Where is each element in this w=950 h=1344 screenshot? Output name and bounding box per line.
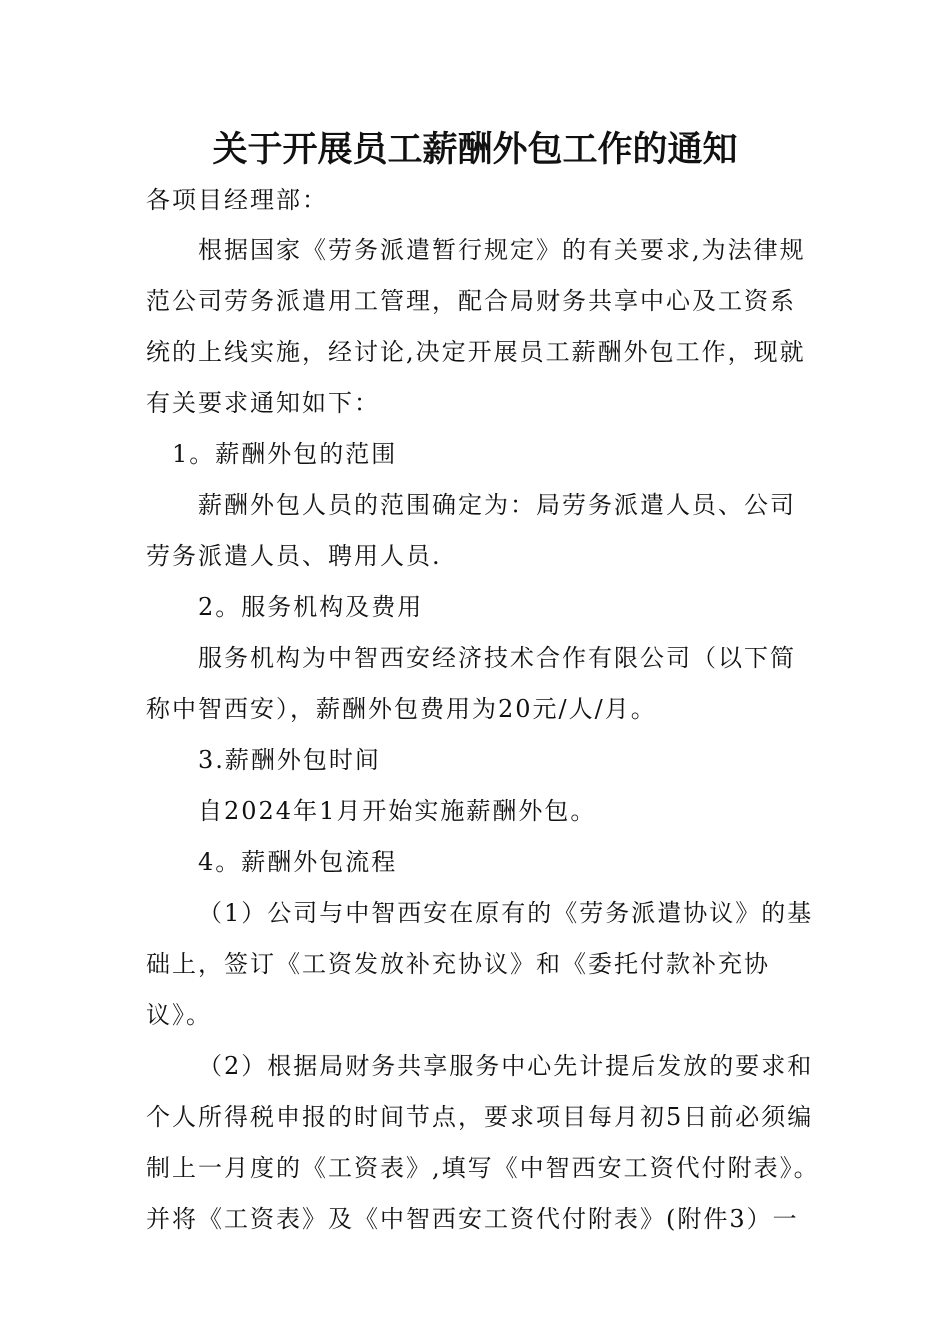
paragraph-line: 议》。 [146,1001,212,1029]
paragraph-line: 劳务派遣人员、聘用人员. [146,542,442,570]
paragraph-line: 称中智西安），薪酬外包费用为20元/人/月。 [146,695,657,723]
paragraph-line: 自2024年1月开始实施薪酬外包。 [198,797,597,825]
paragraph-line: 范公司劳务派遣用工管理，配合局财务共享中心及工资系 [146,287,796,315]
salutation: 各项目经理部： [146,186,328,214]
paragraph-line: （2）根据局财务共享服务中心先计提后发放的要求和 [198,1052,814,1080]
paragraph-line: 制上一月度的《工资表》,填写《中智西安工资代付附表》。 [146,1154,820,1182]
section-heading-4: 4。薪酬外包流程 [198,848,398,876]
paragraph-line: 统的上线实施，经讨论,决定开展员工薪酬外包工作，现就 [146,338,806,366]
paragraph-line: （1）公司与中智西安在原有的《劳务派遣协议》的基 [198,899,814,927]
section-heading-2: 2。服务机构及费用 [198,593,424,621]
paragraph-line: 个人所得税申报的时间节点，要求项目每月初5日前必须编 [146,1103,814,1131]
paragraph-line: 有关要求通知如下： [146,389,380,417]
paragraph-line: 薪酬外包人员的范围确定为：局劳务派遣人员、公司 [198,491,796,519]
paragraph-line: 根据国家《劳务派遣暂行规定》的有关要求,为法律规 [198,236,806,264]
paragraph-line: 础上，签订《工资发放补充协议》和《委托付款补充协 [146,950,770,978]
paragraph-line: 并将《工资表》及《中智西安工资代付附表》(附件3）一 [146,1205,799,1233]
section-heading-3: 3.薪酬外包时间 [198,746,381,774]
section-heading-1: 1。薪酬外包的范围 [172,440,398,468]
document-title: 关于开展员工薪酬外包工作的通知 [212,130,738,170]
paragraph-line: 服务机构为中智西安经济技术合作有限公司（以下简 [198,644,796,672]
